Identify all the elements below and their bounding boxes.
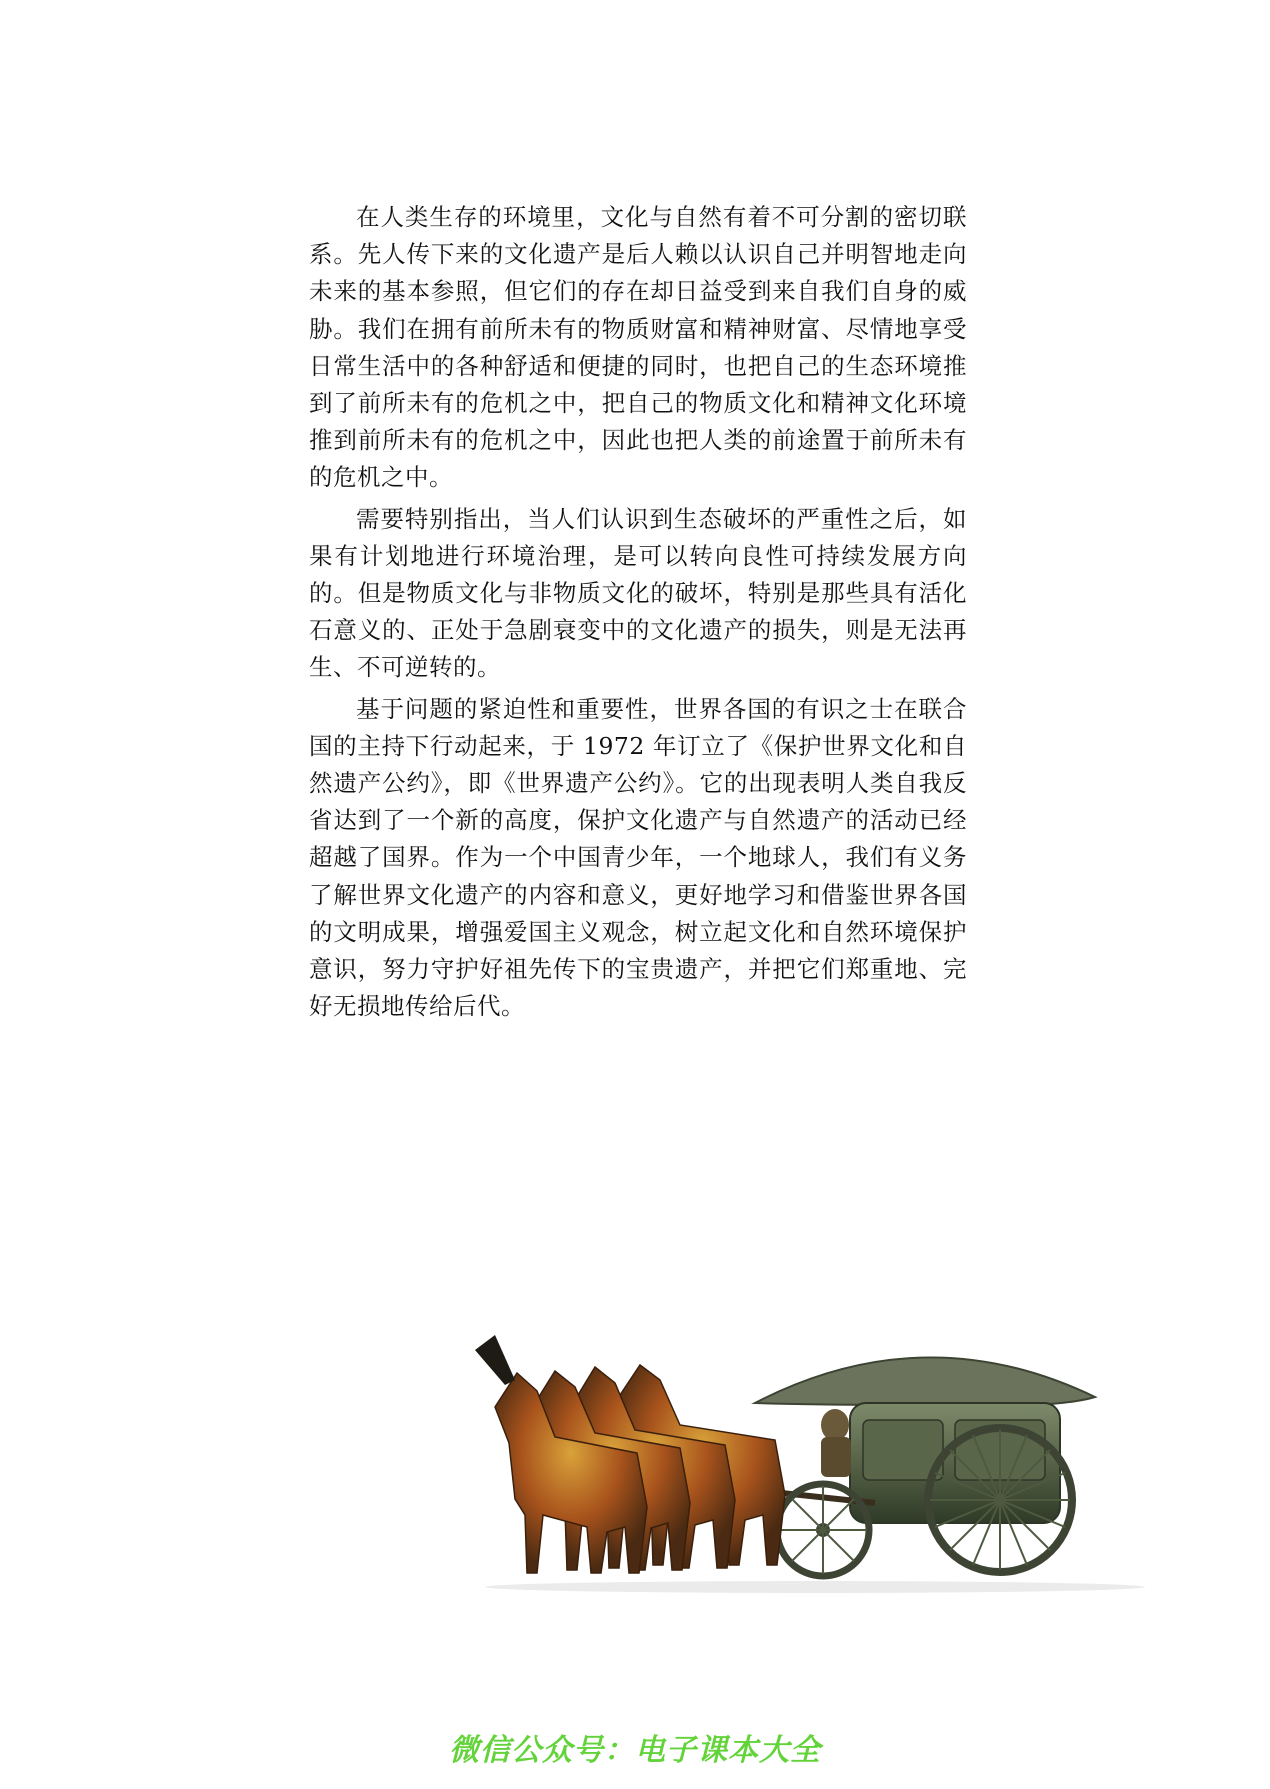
paragraph-2: 需要特别指出，当人们认识到生态破坏的严重性之后，如果有计划地进行环境治理，是可以转向良性可持续发展方向的。但是物质文化与非物质文化的破坏，特别是那些具有活化石意义的、正处于急剧衰变中的文化遗产的损失，则是无法再生、不可逆转的。 <box>309 504 967 682</box>
paragraph-3: 基于问题的紧迫性和重要性，世界各国的有识之士在联合国的主持下行动起来，于 1972 年订立了《保护世界文化和自然遗产公约》，即《世界遗产公约》。它的出现表明人类自我反省达到了一个新的高度，保护文化遗产与自然遗产的活动已经超越了国界。作为一个中国青少年，一个地球人，我们有义务了解世界文化遗产的内容和意义，更好地学习和借鉴世界各国的文明成果，增强爱国主义观念，树立起文化和自然环境保护意识，努力守护好祖先传下的宝贵遗产，并把它们郑重地、完好无损地传给后代。 <box>309 694 967 1021</box>
body-text <box>309 199 967 1029</box>
bronze-chariot-illustration <box>455 1325 1170 1595</box>
chariot-horses-icon <box>455 1325 1170 1595</box>
paragraph-1: 在人类生存的环境里，文化与自然有着不可分割的密切联系。先人传下来的文化遗产是后人赖以认识自己并明智地走向未来的基本参照，但它们的存在却日益受到来自我们自身的威胁。我们在拥有前所未有的物质财富和精神财富、尽情地享受日常生活中的各种舒适和便捷的同时，也把自己的生态环境推到了前所未有的危机之中，把自己的物质文化和精神文化环境推到前所未有的危机之中，因此也把人类的前途置于前所未有的危机之中。 <box>309 203 967 492</box>
footer-watermark: 微信公众号：电子课本大全 <box>449 1733 821 1768</box>
